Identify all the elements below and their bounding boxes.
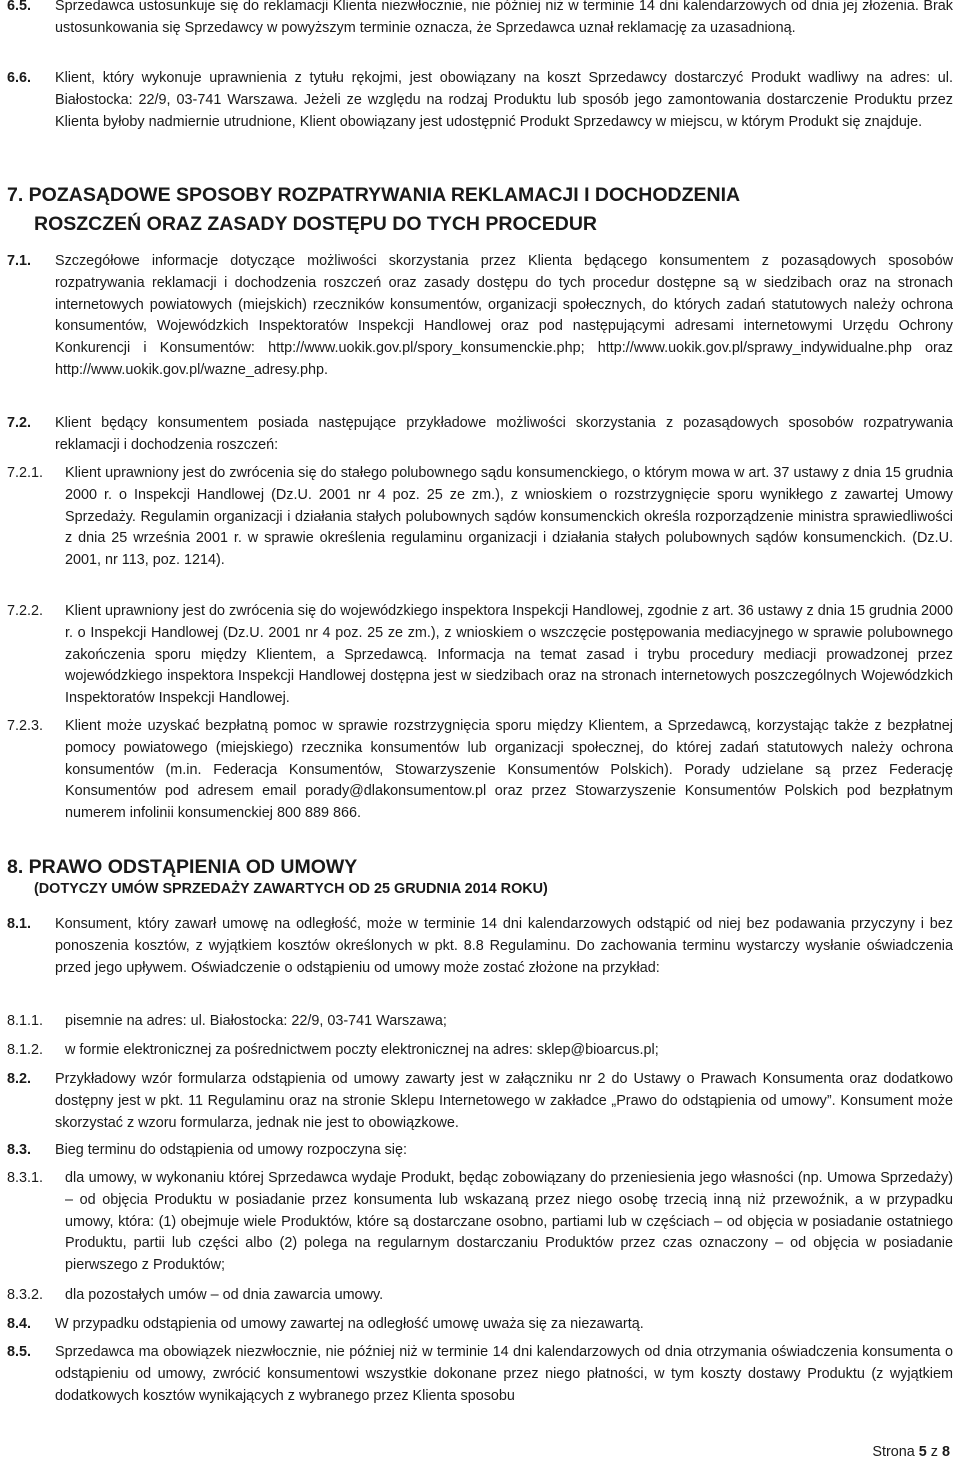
footer-separator: z: [930, 1444, 938, 1460]
paragraph-8-1-2: [7, 1040, 953, 1062]
paragraph-8-3-2: [7, 1285, 953, 1307]
paragraph-text: Klient uprawniony jest do zwrócenia się do wojewódzkiego inspektora Inspekcji Handlowej, zgodnie z art. 36 ustawy z dnia 15 grudnia 2000 r. o Inspekcji Handlowej (Dz.U. 2001 nr 4 poz. 25 ze zm.), z wnioskiem o wszczęcie postępowania mediacyjnego w sprawie polubownego zakończenia sporu między Klientem, a Sprzedawcą. Informacja na temat zasad i trybu procedury mediacji prowadzonej przez wojewódzkiego inspektora Inspekcji Handlowej dostępna jest w siedzibach oraz na stronach internetowych poszczególnych Wojewódzkich Inspektoratów Inspekcji Handlowej.: [65, 603, 953, 707]
paragraph-number: 7.1.: [7, 253, 32, 269]
page-footer: [872, 1444, 950, 1460]
paragraph-number: 8.1.: [7, 916, 32, 932]
paragraph-8-1: [7, 914, 953, 979]
paragraph-7-1: [7, 251, 953, 382]
paragraph-text: w formie elektronicznej za pośrednictwem poczty elektronicznej na adres: sklep@bioarcus.pl;: [65, 1042, 659, 1058]
paragraph-text: Sprzedawca ustosunkuje się do reklamacji Klienta niezwłocznie, nie później niż w terminie 14 dni kalendarzowych od dnia jej złożenia. Brak ustosunkowania się Sprzedawcy w powyższym terminie oznacza, że Sprzedawca uznał reklamację za uzasadnioną.: [55, 0, 953, 36]
paragraph-8-5: [7, 1342, 953, 1407]
section-7-heading-cont: ROSZCZEŃ ORAZ ZASADY DOSTĘPU DO TYCH PROCEDUR: [34, 213, 598, 235]
footer-page-number: 5: [918, 1444, 927, 1460]
paragraph-number: 8.3.: [7, 1142, 32, 1158]
paragraph-8-1-1: [7, 1011, 953, 1033]
paragraph-8-2: [7, 1069, 953, 1134]
section-8-subheading: (DOTYCZY UMÓW SPRZEDAŻY ZAWARTYCH OD 25 GRUDNIA 2014 ROKU): [34, 881, 548, 897]
paragraph-text: Klient, który wykonuje uprawnienia z tytułu rękojmi, jest obowiązany na koszt Sprzedawcy dostarczyć Produkt wadliwy na adres: ul. Białostocka: 22/9, 03-741 Warszawa. Jeżeli ze względu na rodzaj Produktu lub sposób jego zamontowania dostarczenie Produktu przez Klienta byłoby nadmiernie utrudnione, Klient obowiązany jest udostępnić Produkt Sprzedawcy w miejscu, w którym Produkt się znajduje.: [55, 70, 953, 130]
paragraph-text: Klient uprawniony jest do zwrócenia się do stałego polubownego sądu konsumenckiego, o którym mowa w art. 37 ustawy z dnia 15 grudnia 2000 r. o Inspekcji Handlowej (Dz.U. 2001 nr 4 poz. 25 ze zm.), z wnioskiem o rozstrzygnięcie sporu wynikłego z zawartej Umowy Sprzedaży. Regulamin organizacji i działania stałych polubownych sądów konsumenckich określa rozporządzenie ministra sprawiedliwości z dnia 25 września 2001 r. w sprawie określenia regulaminu organizacji i działania stałych polubownych sądów konsumenckich. (Dz.U. 2001, nr 113, poz. 1214).: [65, 465, 953, 569]
paragraph-number: 7.2.1.: [7, 465, 44, 481]
paragraph-7-2-1: [7, 463, 953, 572]
paragraph-number: 7.2.3.: [7, 718, 44, 734]
paragraph-text: Bieg terminu do odstąpienia od umowy rozpoczyna się:: [55, 1142, 407, 1158]
paragraph-number: 6.5.: [7, 0, 32, 14]
paragraph-text: Konsument, który zawarł umowę na odległość, może w terminie 14 dni kalendarzowych odstąpić od niej bez podawania przyczyny i bez ponoszenia kosztów, z wyjątkiem kosztów określonych w pkt. 8.8 Regulaminu. Do zachowania terminu wystarczy wysłanie oświadczenia przed jego upływem. Oświadczenie o odstąpieniu od umowy może zostać złożone na przykład:: [55, 916, 953, 976]
paragraph-number: 8.1.1.: [7, 1013, 44, 1029]
section-8-heading: 8. PRAWO ODSTĄPIENIA OD UMOWY: [7, 856, 358, 878]
paragraph-number: 7.2.2.: [7, 603, 44, 619]
paragraph-text: Szczegółowe informacje dotyczące możliwości skorzystania przez Klienta będącego konsumentem z pozasądowych sposobów rozpatrywania reklamacji i dochodzenia roszczeń oraz zasady dostępu do tych procedur dostępne są w siedzibach oraz na stronach internetowych powiatowych (miejskich) rzeczników konsumentów, organizacji społecznych, do których zadań statutowych należy ochrona konsumentów, Wojewódzkich Inspektoratów Inspekcji Handlowej oraz pod następującymi adresami internetowymi Urzędu Ochrony Konkurencji i Konsumentów: http://www.uokik.gov.pl/spory_konsumenckie.php; http://www.uokik.gov.pl/sprawy_indywidualne.php oraz http://www.uokik.gov.pl/wazne_adresy.php.: [55, 253, 953, 378]
paragraph-text: Sprzedawca ma obowiązek niezwłocznie, nie później niż w terminie 14 dni kalendarzowych od dnia otrzymania oświadczenia konsumenta o odstąpieniu od umowy, zwrócić konsumentowi wszystkie dokonane przez niego płatności, w tym koszty dostawy Produktu (z wyjątkiem dodatkowych kosztów wynikających z wybranego przez Klienta sposobu: [55, 1344, 953, 1404]
section-7-heading: 7. POZASĄDOWE SPOSOBY ROZPATRYWANIA REKLAMACJI I DOCHODZENIA: [7, 184, 741, 206]
paragraph-number: 8.3.2.: [7, 1287, 44, 1303]
paragraph-text: Klient może uzyskać bezpłatną pomoc w sprawie rozstrzygnięcia sporu między Klientem, a Sprzedawcą, korzystając także z bezpłatnej pomocy powiatowego (miejskiego) rzecznika konsumentów lub organizacji społecznej, do której zadań statutowych należy ochrona konsumentów (m.in. Federacja Konsumentów, Stowarzyszenie Konsumentów Polskich). Porady udzielane są przez Federację Konsumentów pod adresem email porady@dlakonsumentow.pl oraz przez Stowarzyszenie Konsumentów Polskich pod bezpłatnym numerem infolinii konsumenckiej 800 889 866.: [65, 718, 953, 822]
paragraph-number: 8.1.2.: [7, 1042, 44, 1058]
paragraph-8-3-1: [7, 1168, 953, 1277]
paragraph-number: 6.6.: [7, 70, 32, 86]
paragraph-text: dla umowy, w wykonaniu której Sprzedawca wydaje Produkt, będąc zobowiązany do przeniesienia jego własności (np. Umowa Sprzedaży) – od objęcia Produktu w posiadanie przez konsumenta lub wskazaną przez niego osobę trzecią inną niż przewoźnik, a w przypadku umowy, która: (1) obejmuje wiele Produktów, które są dostarczane osobno, partiami lub w częściach – od objęcia w posiadanie ostatniego Produktu, partii lub części albo (2) polega na regularnym dostarczaniu Produktów przez czas oznaczony – od objęcia w posiadanie pierwszego z Produktów;: [65, 1170, 953, 1274]
paragraph-6-6: [7, 68, 953, 133]
paragraph-text: W przypadku odstąpienia od umowy zawartej na odległość umowę uważa się za niezawartą.: [55, 1316, 644, 1332]
paragraph-number: 7.2.: [7, 415, 32, 431]
paragraph-text: dla pozostałych umów – od dnia zawarcia umowy.: [65, 1287, 384, 1303]
paragraph-7-2-2: [7, 601, 953, 710]
paragraph-number: 8.2.: [7, 1071, 32, 1087]
paragraph-7-2: [7, 413, 953, 457]
paragraph-6-5: [7, 0, 953, 40]
footer-page-total: 8: [941, 1444, 950, 1460]
paragraph-text: pisemnie na adres: ul. Białostocka: 22/9, 03-741 Warszawa;: [65, 1013, 447, 1029]
paragraph-number: 8.3.1.: [7, 1170, 44, 1186]
paragraph-text: Przykładowy wzór formularza odstąpienia od umowy zawarty jest w załączniku nr 2 do Ustawy o Prawach Konsumenta oraz dodatkowo dostępny jest w pkt. 11 Regulaminu oraz na stronie Sklepu Internetowego w zakładce „Prawo do odstąpienia od umowy”. Konsument może skorzystać z wzoru formularza, jednak nie jest to obowiązkowe.: [55, 1071, 953, 1131]
footer-label: Strona: [872, 1444, 915, 1460]
paragraph-7-2-3: [7, 716, 953, 825]
paragraph-8-3: [7, 1140, 953, 1162]
paragraph-text: Klient będący konsumentem posiada następujące przykładowe możliwości skorzystania z pozasądowych sposobów rozpatrywania reklamacji i dochodzenia roszczeń:: [55, 415, 953, 453]
paragraph-number: 8.4.: [7, 1316, 32, 1332]
paragraph-8-4: [7, 1314, 953, 1336]
paragraph-number: 8.5.: [7, 1344, 32, 1360]
